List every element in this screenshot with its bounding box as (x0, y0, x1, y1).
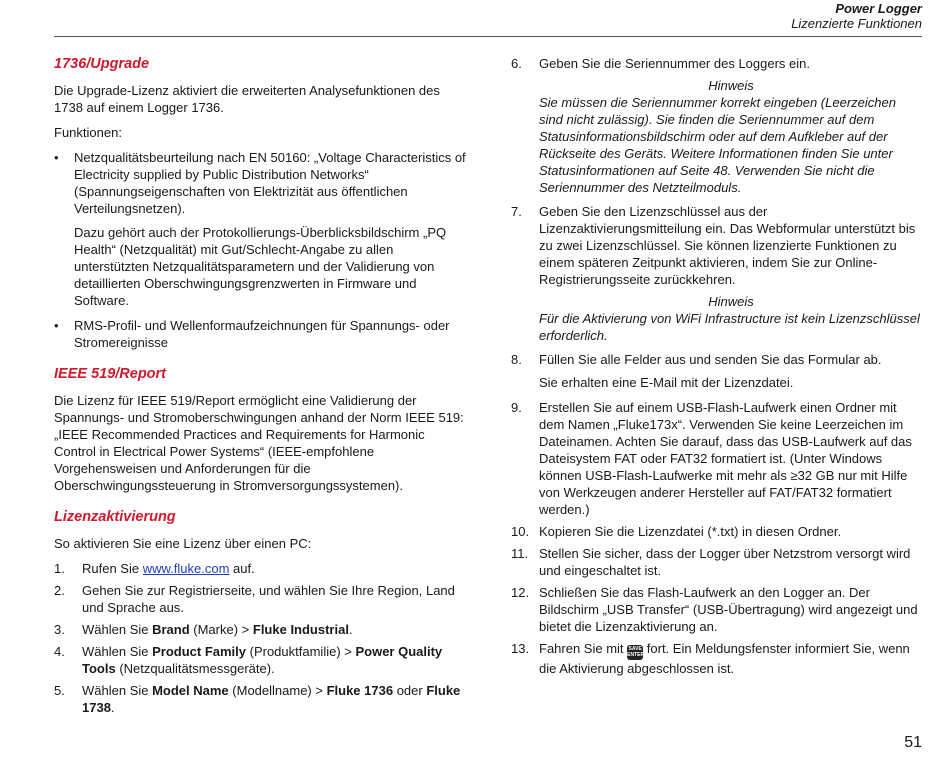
fluke-industrial-term: Fluke Industrial (252, 622, 349, 637)
step-text: (Marke) > (189, 622, 253, 637)
step-number: 11. (511, 546, 529, 561)
step-text: Geben Sie die Seriennummer des Loggers ein. (539, 56, 810, 71)
bullet-icon: • (54, 150, 59, 165)
step-text: (Netzqualitätsmessgeräte). (115, 661, 275, 676)
header-subtitle: Lizenzierte Funktionen (791, 16, 922, 31)
power-quality-tools-term: Power Quality Tools (82, 644, 443, 676)
right-column (511, 55, 923, 682)
upgrade-intro: Die Upgrade-Lizenz aktiviert die erweiterten Analysefunktionen des 1738 auf einem Logger 1736. (54, 83, 440, 115)
step-number: 5. (54, 683, 65, 698)
bullet-text: Netzqualitätsbeurteilung nach EN 50160: „Voltage Characteristics of Electricity supplied by Public Distribution Networks“ (Spannungseigenschaften von Elektrizität aus öffentlichen Verteilungsnetzen). (74, 150, 466, 216)
step-text: Fahren Sie mit (539, 641, 628, 656)
fluke-link[interactable]: www.fluke.com (142, 561, 230, 576)
note-heading: Hinweis (708, 78, 754, 93)
step-number: 10. (511, 524, 530, 539)
step-text: Stellen Sie sicher, dass der Logger über Netzstrom versorgt wird und eingeschaltet ist. (539, 546, 911, 578)
page-number: 51 (904, 734, 922, 751)
note-wifi (539, 293, 923, 344)
step-text: Kopieren Sie die Lizenzdatei (*.txt) in diesen Ordner. (539, 524, 842, 539)
step-text: oder (393, 683, 427, 698)
ieee-heading: IEEE 519/Report (54, 366, 167, 382)
step-text: (Modellname) > (228, 683, 327, 698)
step-6 (511, 55, 923, 72)
note-serial (539, 77, 923, 196)
step-text: Gehen Sie zur Registrierseite, und wählen Sie Ihre Region, Land und Sprache aus. (82, 583, 455, 615)
step-text: Wählen Sie (82, 683, 153, 698)
step-12 (511, 584, 923, 635)
step-text: Erstellen Sie auf einem USB-Flash-Laufwerk einen Ordner mit dem Namen „Fluke173x“. Verwenden Sie keine Leerzeichen im Dateinamen. Achten Sie darauf, dass das USB-Laufwerk auf das Dateisystem FAT oder FAT32 formatiert ist. (Unter Windows können USB-Flash-Laufwerke mit mehr als ≥32 GB nur mit Hilfe von Werkzeugen anderer Hersteller auf FAT/FAT32 formatiert werden.) (539, 400, 912, 517)
step-1 (54, 560, 466, 577)
model-name-term: Model Name (152, 683, 229, 698)
activation-intro: So aktivieren Sie eine Lizenz über einen PC: (54, 536, 312, 551)
upgrade-heading: 1736/Upgrade (54, 56, 150, 72)
step-text: fort. Ein Meldungsfenster informiert Sie, wenn die Aktivierung abgeschlossen ist. (539, 641, 910, 676)
step-number: 3. (54, 622, 65, 637)
step-text: Geben Sie den Lizenzschlüssel aus der Lizenzaktivierungsmitteilung ein. Das Webformular unterstützt bis zu zwei Lizenzschlüssel. Sie können lizenzierte Funktionen zu einem späteren Zeitpunkt aktivieren, indem Sie zur Online-Registrierungsseite zurückkehren. (539, 204, 916, 287)
note-text: Für die Aktivierung von WiFi Infrastructure ist kein Lizenzschlüssel erforderlich. (539, 311, 920, 343)
step-number: 13. (511, 641, 530, 656)
step-text: Wählen Sie (82, 644, 153, 659)
step-5 (54, 682, 466, 716)
fluke-1738-term: Fluke 1738 (82, 683, 461, 715)
left-column (54, 55, 466, 721)
step-11 (511, 545, 923, 579)
running-header (791, 1, 922, 31)
ieee-text: Die Lizenz für IEEE 519/Report ermöglicht eine Validierung der Spannungs- und Stromoberschwingungen anhand der Norm IEEE 519: „IEEE Recommended Practices and Requirements for Harmonic Control in Electrical Power Systems“ (IEEE-empfohlene Vorgehensweisen und Anforderungen für die Oberschwingungssteuerung in Stromversorgungssystemen). (54, 393, 464, 493)
step-8-extra: Sie erhalten eine E-Mail mit der Lizenzdatei. (539, 375, 794, 390)
step-number: 7. (511, 204, 522, 219)
step-number: 8. (511, 352, 522, 367)
step-number: 2. (54, 583, 65, 598)
header-rule (54, 36, 922, 37)
step-number: 9. (511, 400, 522, 415)
step-text: Füllen Sie alle Felder aus und senden Sie das Formular ab. (539, 352, 882, 367)
step-4 (54, 643, 466, 677)
step-number: 4. (54, 644, 65, 659)
step-text: . (110, 700, 115, 715)
bullet-extra: Dazu gehört auch der Protokollierungs-Überblicksbildschirm „PQ Health“ (Netzqualität) mit Gut/Schlecht-Angabe zu allen unterstützten Netzqualitätsparametern und der Validierung von detaillierten Oberschwingungsgrenzwerten in Firmware und Software. (74, 225, 447, 308)
step-10 (511, 523, 923, 540)
activation-heading: Lizenzaktivierung (54, 509, 176, 525)
step-text: auf. (229, 561, 255, 576)
step-text: Schließen Sie das Flash-Laufwerk an den Logger an. Der Bildschirm „USB Transfer“ (USB-Übertragung) wird angezeigt und bietet die Lizenzaktivierung an. (539, 585, 918, 634)
note-text: Sie müssen die Seriennummer korrekt eingeben (Leerzeichen sind nicht zulässig). Sie finden die Seriennummer auf dem Statusinformationsbildschirm oder auf dem Aufkleber auf der Rückseite des Geräts. Weitere Informationen finden Sie unter Statusinformationen auf Seite 48. Verwenden Sie nicht die Seriennummer des Netzteilmoduls. (539, 95, 896, 195)
product-family-term: Product Family (152, 644, 247, 659)
fluke-1736-term: Fluke 1736 (326, 683, 394, 698)
step-3 (54, 621, 466, 638)
step-text: (Produktfamilie) > (246, 644, 356, 659)
step-number: 6. (511, 56, 522, 71)
step-number: 12. (511, 585, 530, 600)
bullet-icon: • (54, 318, 59, 333)
step-7 (511, 203, 923, 288)
step-8 (511, 351, 923, 368)
step-text: . (348, 622, 353, 637)
step-2 (54, 582, 466, 616)
save-enter-key-icon: SAVE ENTER (627, 646, 645, 658)
brand-term: Brand (152, 622, 190, 637)
header-title: Power Logger (835, 1, 922, 16)
list-item (54, 317, 466, 351)
step-number: 1. (54, 561, 65, 576)
features-label: Funktionen: (54, 125, 122, 140)
note-heading: Hinweis (708, 294, 754, 309)
list-item (54, 149, 466, 217)
step-13 (511, 640, 923, 677)
bullet-text: RMS-Profil- und Wellenformaufzeichnungen für Spannungs- oder Stromereignisse (74, 318, 450, 350)
step-9 (511, 399, 923, 518)
step-text: Rufen Sie (82, 561, 143, 576)
step-text: Wählen Sie (82, 622, 153, 637)
